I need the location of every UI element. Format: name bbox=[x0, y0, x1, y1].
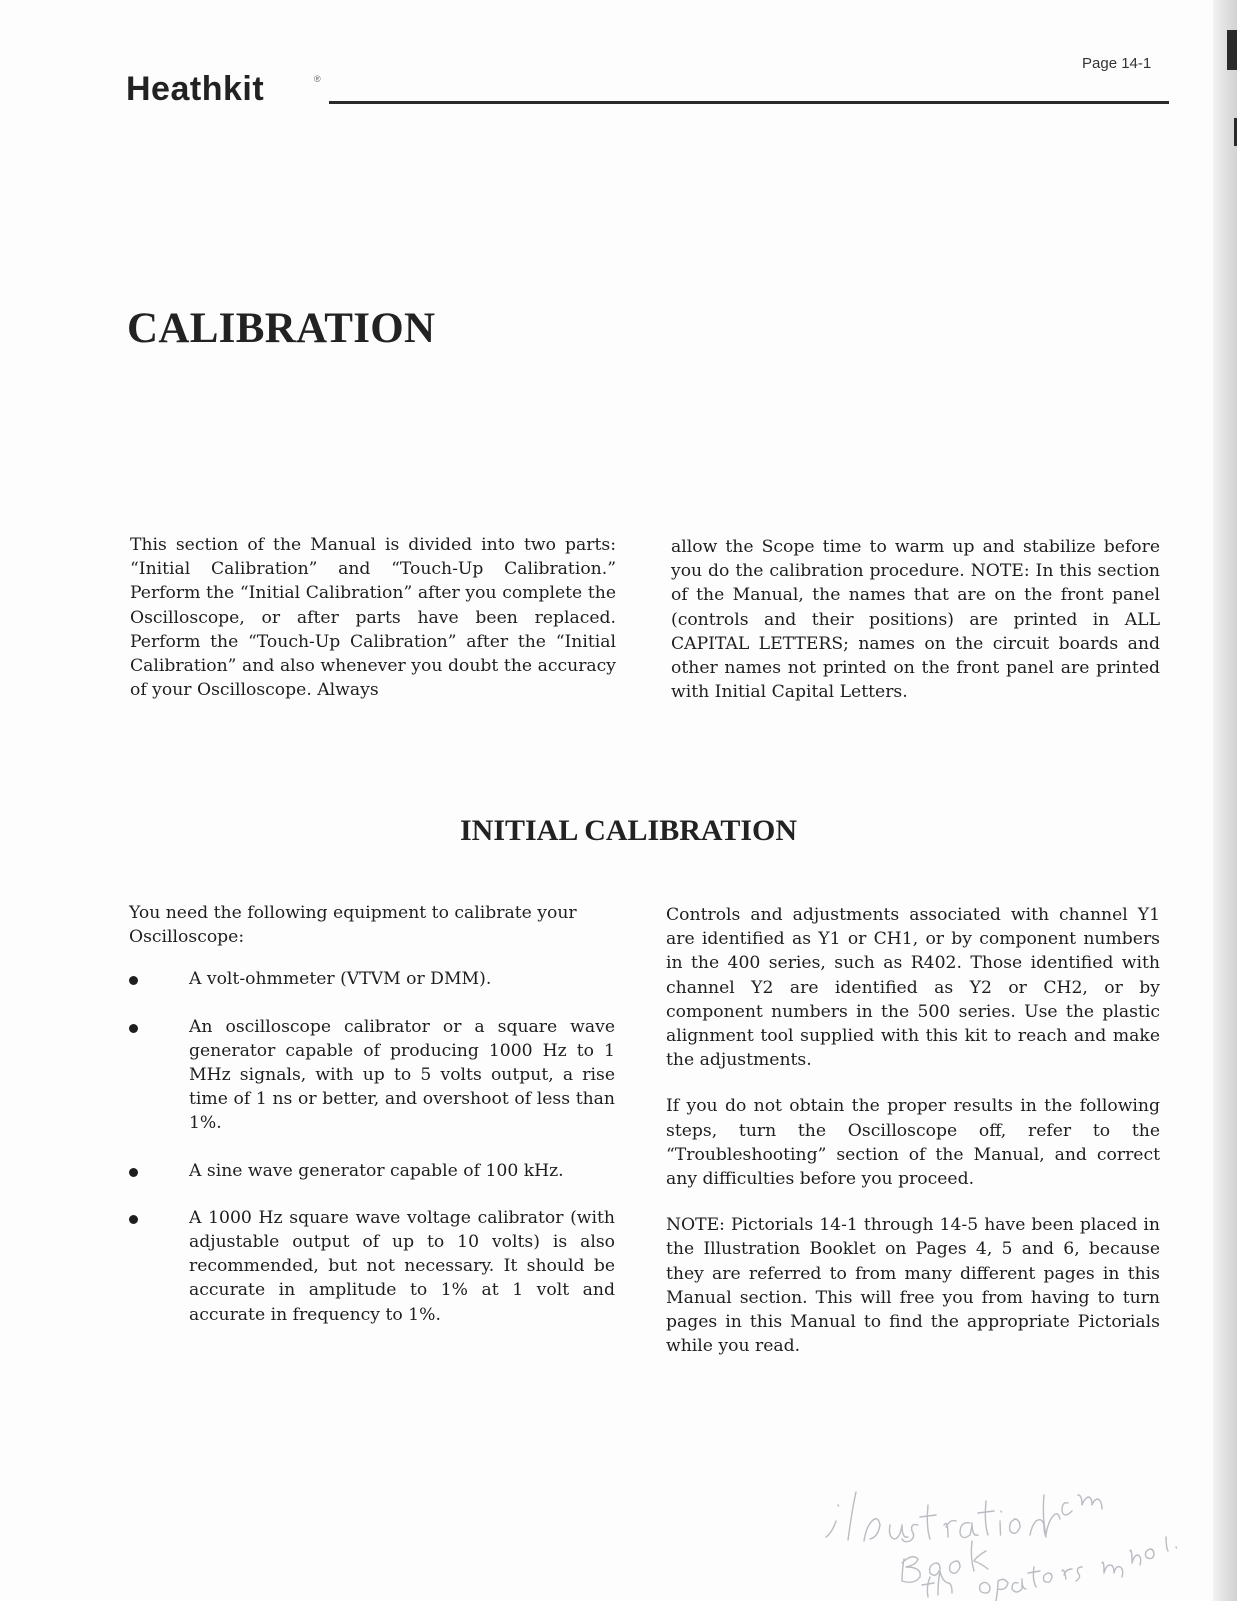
intro-left-column bbox=[130, 533, 616, 702]
equipment-column bbox=[129, 901, 615, 1350]
brand-logo: Heathkit bbox=[126, 70, 265, 108]
list-item bbox=[129, 1206, 615, 1327]
list-item bbox=[129, 1159, 615, 1183]
equipment-item-text: A volt-ohmmeter (VTVM or DMM). bbox=[189, 969, 492, 990]
pictorials-note: NOTE: Pictorials 14-1 through 14-5 have been placed in the Illustration Booklet on Pages 4, 5 and 6, because they are referred to from many different pages in this Manual section. This will free you from having to turn pages in this Manual to find the appropriate Pictorials while you read. bbox=[666, 1215, 1160, 1357]
intro-paragraph: This section of the Manual is divided into two parts: “Initial Calibration” and “Touch-Up Calibration.” Perform the “Initial Calibration” after you complete the Oscilloscope, or after parts have been replaced. Perform the “Touch-Up Calibration” after the “Initial Calibration” and also whenever you doubt the accuracy of your Oscilloscope. Always bbox=[130, 535, 616, 701]
equipment-lead: You need the following equipment to calibrate your Oscilloscope: bbox=[129, 903, 577, 948]
adjustments-column bbox=[666, 903, 1160, 1380]
equipment-list bbox=[129, 967, 615, 1326]
handwritten-note bbox=[820, 1445, 1220, 1601]
section-title: CALIBRATION bbox=[127, 305, 436, 352]
page-number: Page 14-1 bbox=[1082, 55, 1152, 72]
registered-mark: ® bbox=[314, 74, 321, 84]
adjustments-paragraph: Controls and adjustments associated with channel Y1 are identified as Y1 or CH1, or by component numbers in the 400 series, such as R402. Those identified with channel Y2 are identified as Y2 or CH2, or by component numbers in the 500 series. Use the plastic alignment tool supplied with this kit to reach and make the adjustments. bbox=[666, 905, 1160, 1071]
troubleshooting-paragraph: If you do not obtain the proper results in the following steps, turn the Oscilloscope off, refer to the “Troubleshooting” section of the Manual, and correct any difficulties before you proceed. bbox=[666, 1096, 1160, 1190]
header-rule bbox=[329, 101, 1169, 104]
intro-paragraph: allow the Scope time to warm up and stabilize before you do the calibration procedure. NOTE: In this section of the Manual, the names that are on the front panel (controls and their positions) are printed in ALL CAPITAL LETTERS; names on the circuit boards and other names not printed on the front panel are printed with Initial Capital Letters. bbox=[671, 537, 1160, 703]
bullet-icon bbox=[129, 1024, 138, 1033]
list-item bbox=[129, 967, 615, 991]
equipment-item-text: A 1000 Hz square wave voltage calibrator (with adjustable output of up to 10 volts) is also recommended, but not necessary. It should be accurate in amplitude to 1% at 1 volt and accurate in frequency to 1%. bbox=[189, 1207, 615, 1325]
bullet-icon bbox=[129, 1168, 138, 1177]
scan-edge-mark bbox=[1227, 30, 1237, 70]
bullet-icon bbox=[129, 1215, 138, 1224]
bullet-icon bbox=[129, 976, 138, 985]
intro-right-column bbox=[671, 535, 1160, 704]
scan-edge bbox=[1213, 0, 1237, 1601]
equipment-item-text: An oscilloscope calibrator or a square wave generator capable of producing 1000 Hz to 1 MHz signals, with up to 5 volts output, a rise time of 1 ns or better, and overshoot of less than 1%. bbox=[189, 1016, 615, 1134]
initial-calibration-title: INITIAL CALIBRATION bbox=[459, 814, 798, 847]
list-item bbox=[129, 1015, 615, 1136]
equipment-item-text: A sine wave generator capable of 100 kHz. bbox=[189, 1160, 564, 1181]
